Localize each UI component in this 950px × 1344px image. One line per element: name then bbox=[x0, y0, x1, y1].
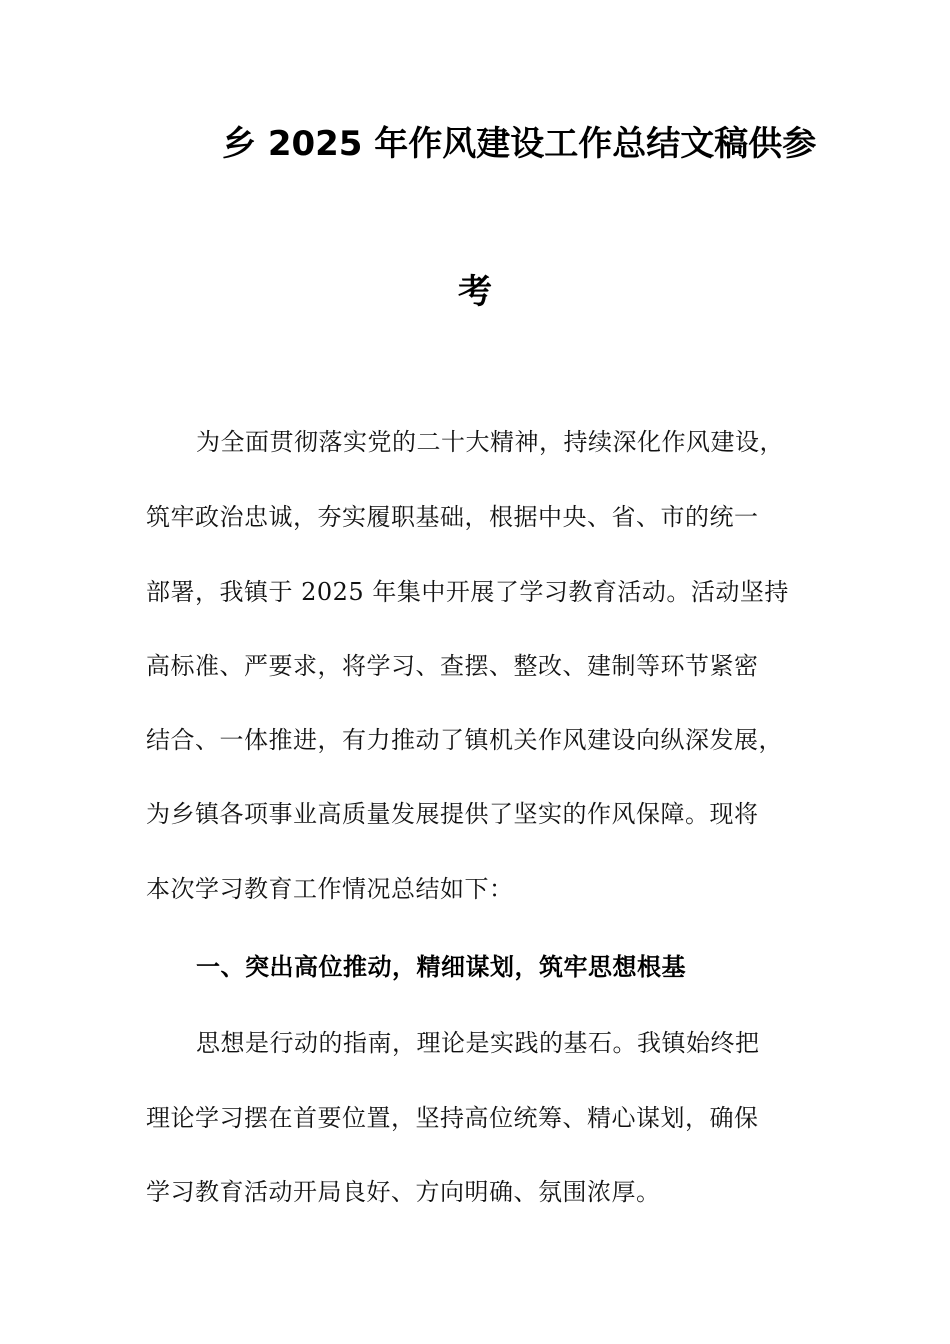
intro-line-7: 本次学习教育工作情况总结如下： bbox=[146, 875, 514, 903]
document-title-line-1: 乡 2025 年作风建设工作总结文稿供参 bbox=[222, 124, 817, 164]
section-1-line-1: 思想是行动的指南，理论是实践的基石。我镇始终把 bbox=[196, 1029, 760, 1057]
intro-line-1: 为全面贯彻落实党的二十大精神，持续深化作风建设， bbox=[196, 428, 784, 456]
section-1-line-3: 学习教育活动开局良好、方向明确、氛围浓厚。 bbox=[146, 1178, 661, 1206]
document-title-line-2: 考 bbox=[458, 272, 492, 312]
intro-line-3: 部署，我镇于 2025 年集中开展了学习教育活动。活动坚持 bbox=[146, 578, 789, 606]
intro-line-2: 筑牢政治忠诚，夯实履职基础，根据中央、省、市的统一 bbox=[146, 503, 759, 531]
section-1-heading: 一、突出高位推动，精细谋划，筑牢思想根基 bbox=[196, 952, 686, 981]
intro-line-4: 高标准、严要求，将学习、查摆、整改、建制等环节紧密 bbox=[146, 652, 759, 680]
intro-line-6: 为乡镇各项事业高质量发展提供了坚实的作风保障。现将 bbox=[146, 800, 759, 828]
section-1-line-2: 理论学习摆在首要位置，坚持高位统筹、精心谋划，确保 bbox=[146, 1104, 759, 1132]
intro-line-5: 结合、一体推进，有力推动了镇机关作风建设向纵深发展， bbox=[146, 726, 783, 754]
